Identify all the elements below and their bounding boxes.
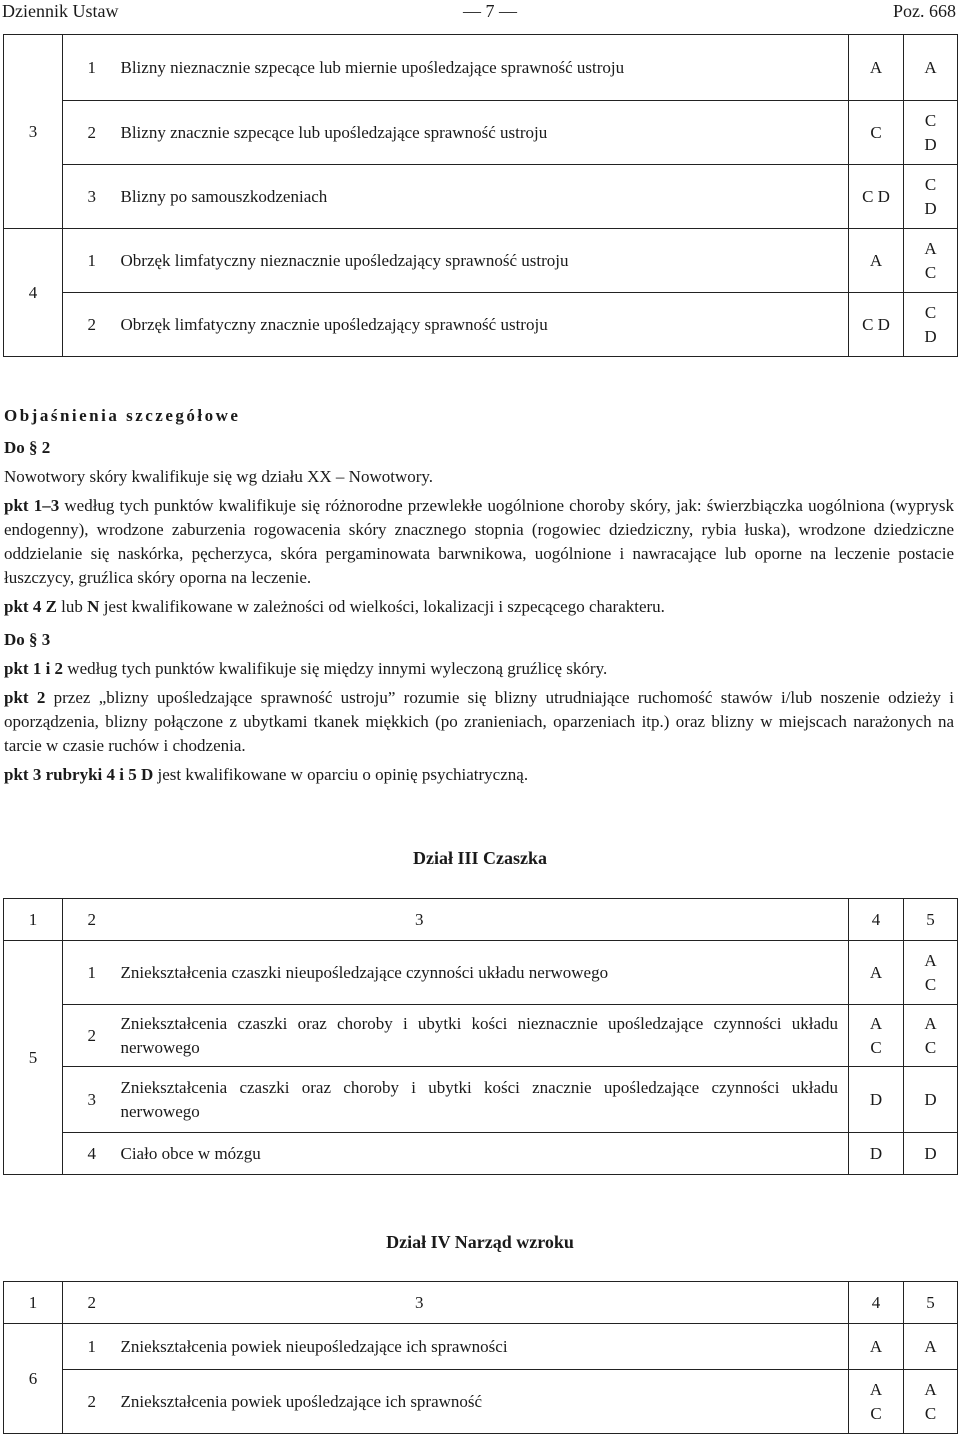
row-description: Zniekształcenia powiek nieupośledzające ich sprawności <box>121 1324 849 1370</box>
category-col5: A C <box>904 941 958 1005</box>
row-description: Blizny nieznacznie szpecące lub miernie upośledzające sprawność ustroju <box>121 35 849 101</box>
category-col4: C D <box>849 293 904 357</box>
header-col4: 4 <box>849 1282 904 1324</box>
row-number: 1 <box>63 941 121 1005</box>
header-col4: 4 <box>849 899 904 941</box>
header-col1: 1 <box>4 899 63 941</box>
group-number: 6 <box>4 1324 63 1434</box>
category-col5: A <box>904 1324 958 1370</box>
category-col5: A C <box>904 1005 958 1067</box>
header-col5: 5 <box>904 899 958 941</box>
row-description: Zniekształcenia powiek upośledzające ich sprawność <box>121 1370 849 1434</box>
row-number: 1 <box>63 1324 121 1370</box>
category-col4: A <box>849 1324 904 1370</box>
row-description: Zniekształcenia czaszki oraz choroby i ubytki kości nieznacznie upośledzające czynności układu nerwowego <box>121 1005 849 1067</box>
header-col2: 2 <box>63 1282 121 1324</box>
skin-table <box>3 34 958 357</box>
row-number: 3 <box>63 165 121 229</box>
explanation-nowotwory: Nowotwory skóry kwalifikuje się wg działu XX – Nowotwory. <box>4 467 434 486</box>
page-number: — 7 — <box>463 1 517 21</box>
category-col4: D <box>849 1133 904 1175</box>
category-col5: C D <box>904 165 958 229</box>
row-number: 2 <box>63 293 121 357</box>
table-row <box>4 941 958 1005</box>
row-description: Blizny znacznie szpecące lub upośledzające sprawność ustroju <box>121 101 849 165</box>
table-row <box>4 1324 958 1370</box>
header-col5: 5 <box>904 1282 958 1324</box>
category-col4: A C <box>849 1005 904 1067</box>
row-number: 2 <box>63 1005 121 1067</box>
table-row <box>4 165 958 229</box>
explanation-pkt-3: pkt 3 rubryki 4 i 5 D jest kwalifikowane w oparciu o opinię psychiatryczną. <box>4 765 529 784</box>
table-row <box>4 293 958 357</box>
row-description: Blizny po samouszkodzeniach <box>121 165 849 229</box>
table-row <box>4 1005 958 1067</box>
table-header-row <box>4 1282 958 1324</box>
category-col5: D <box>904 1133 958 1175</box>
row-description: Ciało obce w mózgu <box>121 1133 849 1175</box>
page-header <box>0 0 960 24</box>
category-col4: C D <box>849 165 904 229</box>
explanation-pkt-1-2: pkt 1 i 2 według tych punktów kwalifikuje się między innymi wyleczoną gruźlicę skóry. <box>4 659 608 678</box>
table-header-row <box>4 899 958 941</box>
category-col4: A <box>849 35 904 101</box>
explanation-pkt-4: pkt 4 Z lub N jest kwalifikowane w zależności od wielkości, lokalizacji i szpecącego charakteru. <box>4 597 665 616</box>
category-col5: A <box>904 35 958 101</box>
row-number: 2 <box>63 1370 121 1434</box>
category-col4: A <box>849 941 904 1005</box>
header-col3: 3 <box>121 1282 849 1324</box>
category-col5: C D <box>904 293 958 357</box>
row-number: 1 <box>63 229 121 293</box>
row-number: 3 <box>63 1067 121 1133</box>
row-description: Obrzęk limfatyczny nieznacznie upośledzający sprawność ustroju <box>121 229 849 293</box>
header-col1: 1 <box>4 1282 63 1324</box>
category-col5: A C <box>904 1370 958 1434</box>
table-row <box>4 1133 958 1175</box>
group-number: 4 <box>4 229 63 357</box>
eye-table <box>3 1281 958 1434</box>
category-col4: A C <box>849 1370 904 1434</box>
category-col5: A C <box>904 229 958 293</box>
category-col5: D <box>904 1067 958 1133</box>
position-number: Poz. 668 <box>893 1 956 21</box>
journal-name: Dziennik Ustaw <box>2 1 119 21</box>
section-title-narzad-wzroku: Dział IV Narząd wzroku <box>386 1232 574 1252</box>
category-col5: C D <box>904 101 958 165</box>
table-row <box>4 1067 958 1133</box>
header-col2: 2 <box>63 899 121 941</box>
section-do-2: Do § 2 <box>4 438 51 457</box>
table-row <box>4 1370 958 1434</box>
header-col3: 3 <box>121 899 849 941</box>
category-col4: D <box>849 1067 904 1133</box>
category-col4: C <box>849 101 904 165</box>
explanations-heading: Objaśnienia szczegółowe <box>4 406 241 425</box>
skull-table <box>3 898 958 1175</box>
row-number: 1 <box>63 35 121 101</box>
group-number: 3 <box>4 35 63 229</box>
row-description: Zniekształcenia czaszki nieupośledzające czynności układu nerwowego <box>121 941 849 1005</box>
table-row <box>4 101 958 165</box>
table-row <box>4 229 958 293</box>
explanation-pkt-1-3: pkt 1–3 według tych punktów kwalifikuje się różnorodne przewlekłe uogólnione choroby skóry, jak: świerzbiączka uogólniona (wyprysk endogenny), wrodzone zaburzenia rogowacenia skóry znacznego stopnia (rogowiec dziedziczny, rybia łuska), wrodzone dziedziczne oddzielanie się naskórka, pęcherzyca, skóra pergaminowata barwnikowa, uogólnione i nawracające lub oporne na leczenie postacie łuszczycy, gruźlica skóry oporna na leczenie. <box>4 496 954 587</box>
row-description: Obrzęk limfatyczny znacznie upośledzający sprawność ustroju <box>121 293 849 357</box>
section-do-3: Do § 3 <box>4 630 51 649</box>
row-number: 2 <box>63 101 121 165</box>
section-title-czaszka: Dział III Czaszka <box>413 848 547 868</box>
detailed-explanations <box>4 404 954 787</box>
group-number: 5 <box>4 941 63 1175</box>
category-col4: A <box>849 229 904 293</box>
table-row <box>4 35 958 101</box>
row-description: Zniekształcenia czaszki oraz choroby i ubytki kości znacznie upośledzające czynności układu nerwowego <box>121 1067 849 1133</box>
row-number: 4 <box>63 1133 121 1175</box>
explanation-pkt-2: pkt 2 przez „blizny upośledzające sprawność ustroju” rozumie się blizny utrudniające ruchomość stawów i/lub noszenie odzieży i oporządzenia, blizny połączone z ubytkami tkanek miękkich (po zranieniach, oparzeniach itp.) oraz blizny w miejscach narażonych na tarcie w czasie ruchów i chodzenia. <box>4 688 954 755</box>
